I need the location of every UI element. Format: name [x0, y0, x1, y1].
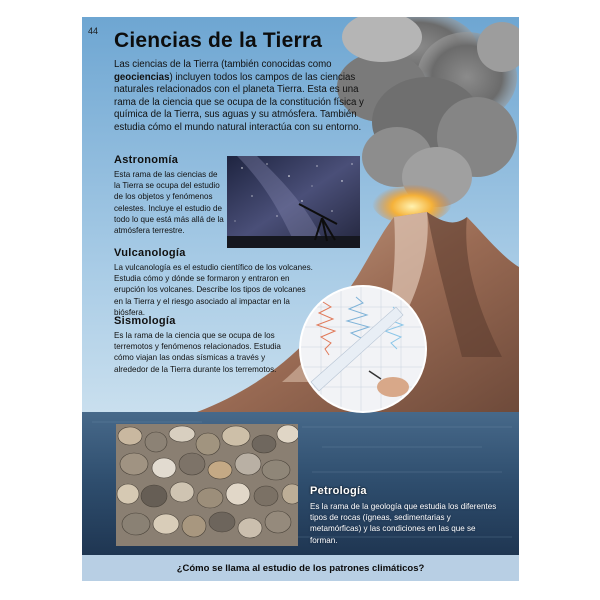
petrologia-text: Es la rama de la geología que estudia los diferentes tipos de rocas (ígneas, sedimentarias y metamórficas) y las condiciones en las que se forman.: [310, 502, 497, 545]
question-text: ¿Cómo se llama al estudio de los patrones climáticos?: [176, 562, 425, 574]
astronomia-heading: Astronomía: [114, 154, 179, 166]
book-page: [82, 17, 519, 581]
astronomy-photo: [227, 156, 360, 248]
intro-keyword: geociencias: [114, 71, 170, 83]
question-bar: [82, 555, 519, 581]
sismologia-text: Es la rama de la ciencia que se ocupa de los terremotos y fenómenos relacionados. Estudia cómo viajan las ondas sísmicas a través y alrededor de la Tierra durante los terremotos.: [114, 331, 281, 374]
sismologia-heading: Sismología: [114, 315, 176, 327]
vulcanologia-text: La vulcanología es el estudio científico de los volcanes. Estudia cómo y dónde se formaron y entraron en erupción los volcanes. Describe los tipos de volcanes en la Tierra y el riesgo asociado al impactar en la biósfera.: [114, 263, 313, 317]
astronomia-text: Esta rama de las ciencias de la Tierra se ocupa del estudio de los objetos y fenómenos celestes. Incluye el estudio de todo lo que está más allá de la atmósfera terrestre.: [114, 170, 224, 236]
seismograph-photo: [301, 287, 425, 411]
intro-text-start: Las ciencias de la Tierra (también conocidas como: [114, 59, 332, 70]
intro-text-end: ) incluyen todos los campos de las ciencias naturales relacionados con el planeta Tierra. Esta es una rama de la ciencia que se ocupa de la constitución física y química de la Tierra, sus aguas y su atmósfera. También estudia cómo el mundo natural interactúa con su entorno.: [114, 71, 364, 133]
vulcanologia-heading: Vulcanología: [114, 247, 186, 259]
rocks-photo: [116, 424, 298, 546]
page-number: 44: [88, 26, 99, 36]
petrologia-heading: Petrología: [310, 485, 367, 497]
page-title: Ciencias de la Tierra: [114, 29, 323, 52]
intro-paragraph: [114, 59, 374, 134]
